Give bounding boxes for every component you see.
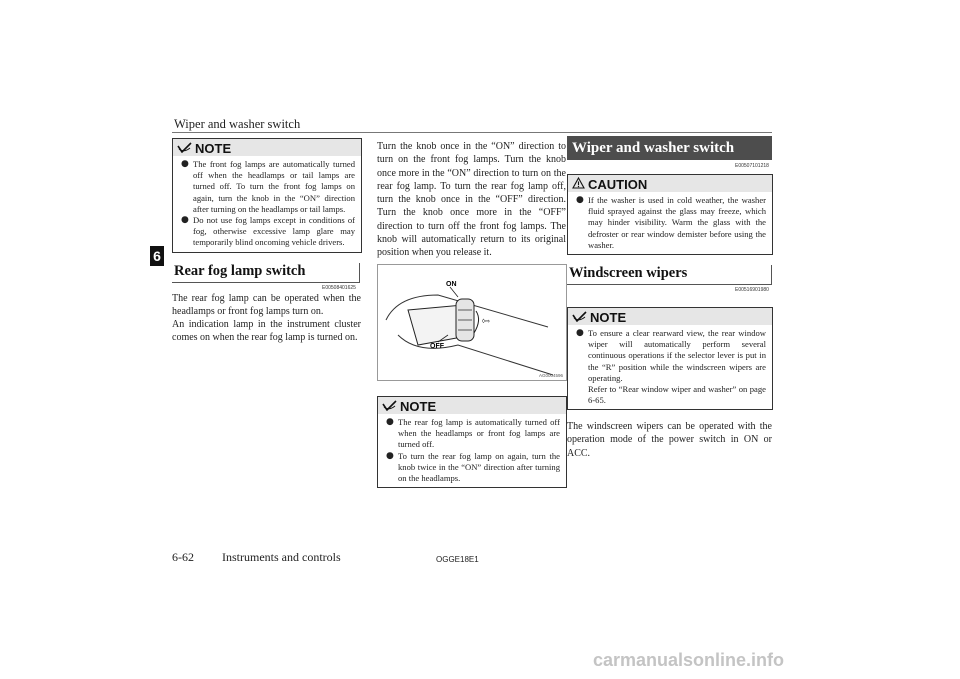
note-item: ● The rear fog lamp is automatically turned off when the headlamps or front fog lamps are turned off. [386, 417, 560, 450]
windscreen-wipers-paragraph: The windscreen wipers can be operated with the operation mode of the power switch in ON or ACC. [567, 421, 772, 459]
main-heading: Wiper and washer switch [572, 140, 735, 156]
bullet-icon: ● [386, 417, 394, 427]
note-item: ● To turn the rear fog lamp on again, turn the knob twice in the “ON” direction after turning on the headlamps. [386, 450, 560, 484]
footer-code: OGGE18E1 [436, 555, 479, 564]
note-header [173, 139, 361, 156]
main-heading-bar [567, 136, 772, 160]
note-icon [572, 309, 587, 326]
figure-code: AG0004596 [538, 373, 563, 378]
caution-item: ● If the washer is used in cold weather, the washer fluid sprayed against the glass may freeze, which may hinder visibility. Warm the glass with the defroster or rear window demister before using the washer. [576, 195, 766, 250]
section-rule [567, 284, 772, 285]
note-header [568, 308, 772, 325]
note-label: NOTE [590, 310, 627, 326]
caution-box [567, 174, 773, 255]
note-box-front-fog [172, 138, 362, 253]
note-item: ● To ensure a clear rearward view, the rear window wiper will automatically perform several continuous operations if the selector lever is put in the “R” position while the windscreen wipers are operating. Refer to “Rear window wiper and washer” on page 6-65. [576, 328, 766, 406]
bullet-icon: ● [181, 215, 189, 226]
off-label: OFF [430, 343, 444, 350]
rear-fog-paragraph-1: The rear fog lamp can be operated when the headlamps or front fog lamps turn on. [172, 293, 361, 318]
section-heading-rear-fog: Rear fog lamp switch [174, 263, 306, 279]
note-icon [177, 140, 192, 157]
page-number: 6-62 [172, 550, 194, 564]
note-header [378, 397, 566, 414]
bullet-icon: ● [386, 450, 394, 461]
chapter-tab: 6 [150, 246, 164, 266]
note-box-rear-wiper [567, 307, 773, 410]
svg-text:◊⇨: ◊⇨ [482, 319, 490, 325]
note-item: ● The front fog lamps are automatically turned off when the headlamps or tail lamps are turned off. To turn the front fog lamps on again, turn the knob in the “ON” direction after turning on the headlamps or tail lamps. [181, 159, 355, 214]
section-heading-windscreen-wipers: Windscreen wipers [569, 265, 688, 281]
note-label: NOTE [400, 399, 437, 415]
bullet-icon: ● [576, 195, 584, 205]
note-icon [382, 398, 397, 415]
warning-icon [572, 176, 585, 193]
note-label: NOTE [195, 141, 232, 157]
watermark: carmanualsonline.info [593, 650, 785, 670]
running-header: Wiper and washer switch [174, 117, 301, 131]
note-item: ● Do not use fog lamps except in conditions of fog, otherwise excessive lamp glare may temporarily blind oncoming vehicle drivers. [181, 215, 355, 248]
rear-fog-paragraph-2: An indication lamp in the instrument cluster comes on when the rear fog lamp is turned on. [172, 319, 361, 344]
section-rule-tick [771, 265, 772, 284]
section-rule-tick [359, 263, 360, 282]
footer-section: Instruments and controls [222, 550, 341, 564]
fog-lamp-switch-figure [377, 264, 567, 381]
bullet-icon: ● [181, 159, 189, 169]
caution-label: CAUTION [588, 177, 648, 193]
switch-illustration [378, 265, 566, 380]
section-rule [172, 282, 360, 283]
header-rule [172, 132, 772, 133]
knob-operation-paragraph: Turn the knob once in the “ON” direction to turn on the front fog lamps. Turn the knob once more in the “ON” direction to turn on the rear fog lamp. To turn the rear fog lamp off, turn the knob once in the “OFF” direction. Turn the knob once more in the “OFF” direction to turn off the front fog lamps. The knob will automatically return to its original position when you release it. [377, 141, 566, 259]
bullet-icon: ● [576, 328, 584, 338]
main-heading-code: E00507101218 [735, 163, 769, 169]
section-code: E00516901980 [735, 287, 769, 293]
on-label: ON [446, 281, 457, 288]
note-box-rear-fog [377, 396, 567, 488]
caution-header [568, 175, 772, 192]
section-code: E00508401625 [322, 285, 356, 291]
